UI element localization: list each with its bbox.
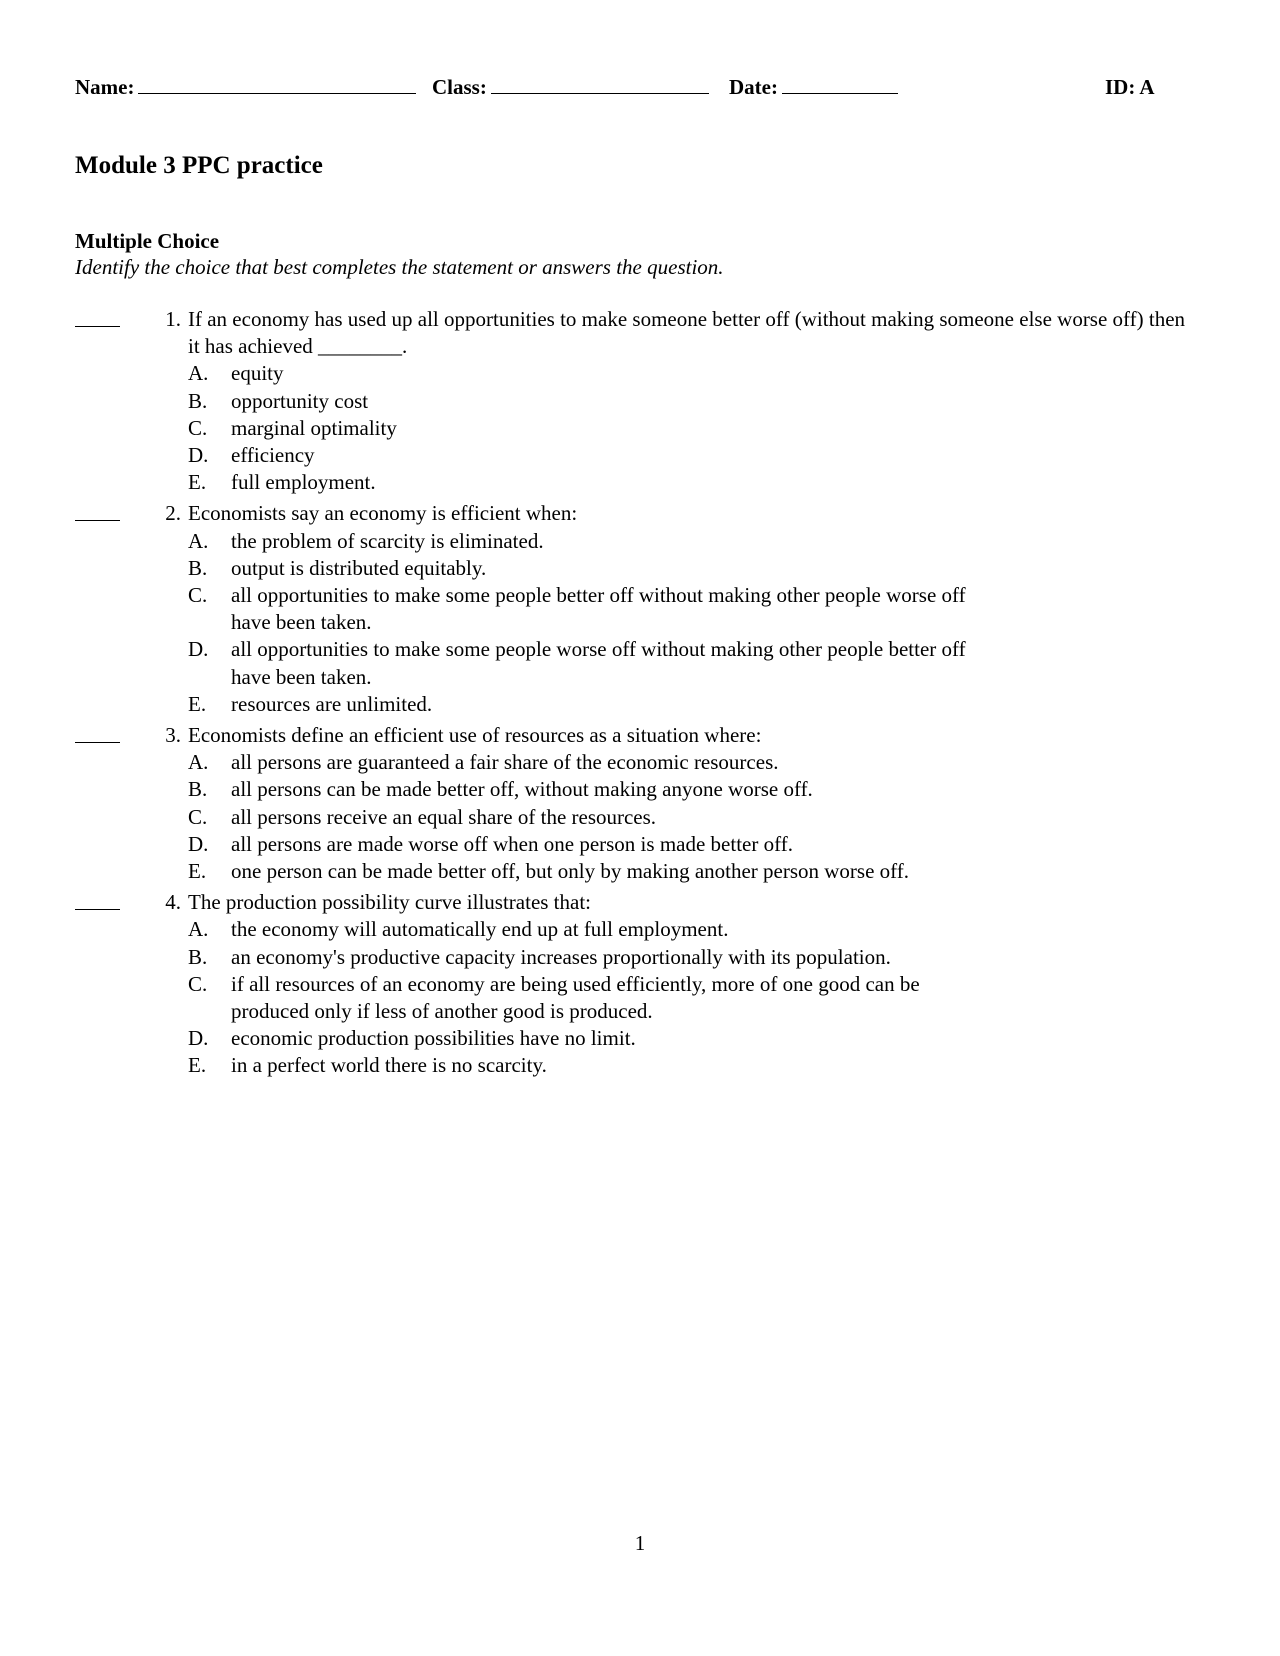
option-letter: D. <box>188 637 209 662</box>
option-c <box>188 804 1200 831</box>
date-blank-line[interactable] <box>782 75 898 94</box>
date-field[interactable] <box>729 74 898 100</box>
option-letter: C. <box>188 804 208 829</box>
option-letter: E. <box>188 691 207 716</box>
question-number: 4. <box>165 890 181 915</box>
option-a <box>188 749 1200 776</box>
question-1 <box>75 306 1200 496</box>
option-text: if all resources of an economy are being used efficiently, more of one good can be produced only if less of another good is produced. <box>231 971 920 1024</box>
option-d <box>188 831 1200 858</box>
option-text: all persons receive an equal share of the resources. <box>231 804 657 829</box>
question-2 <box>75 500 1200 718</box>
option-e <box>188 1052 988 1079</box>
option-text: efficiency <box>231 443 315 468</box>
option-c <box>188 971 988 1025</box>
option-a <box>188 360 1200 387</box>
class-field[interactable] <box>432 74 709 100</box>
page-number: 1 <box>634 1531 646 1555</box>
option-e <box>188 858 1200 885</box>
option-c <box>188 582 1008 636</box>
section-instructions: Identify the choice that best completes the statement or answers the question. <box>75 255 724 279</box>
option-letter: A. <box>188 361 209 386</box>
option-letter: B. <box>188 555 208 580</box>
option-b <box>188 776 1200 803</box>
option-e <box>188 691 1008 718</box>
option-text: all opportunities to make some people better off without making other people worse off have been taken. <box>231 583 966 635</box>
option-text: the economy will automatically end up at full employment. <box>231 917 729 942</box>
option-text: in a perfect world there is no scarcity. <box>231 1053 547 1078</box>
question-text: The production possibility curve illustrates that: <box>188 890 592 915</box>
option-letter: A. <box>188 917 209 942</box>
option-text: marginal optimality <box>231 415 397 440</box>
option-text: equity <box>231 361 284 386</box>
option-text: opportunity cost <box>231 388 369 413</box>
name-blank-line[interactable] <box>138 75 416 94</box>
option-text: output is distributed equitably. <box>231 555 487 580</box>
option-text: all persons can be made better off, without making anyone worse off. <box>231 777 813 802</box>
option-b <box>188 388 1200 415</box>
answer-blank[interactable] <box>75 909 120 910</box>
option-text: resources are unlimited. <box>231 691 433 716</box>
option-a <box>188 528 1008 555</box>
option-text: the problem of scarcity is eliminated. <box>231 528 544 553</box>
question-number: 3. <box>165 723 181 748</box>
option-letter: B. <box>188 944 208 969</box>
option-letter: A. <box>188 528 209 553</box>
section-title: Multiple Choice <box>75 229 220 253</box>
question-text: Economists define an efficient use of resources as a situation where: <box>188 723 762 748</box>
question-3 <box>75 722 1200 885</box>
option-text: full employment. <box>231 470 376 495</box>
name-label: Name: <box>75 75 135 99</box>
option-letter: D. <box>188 831 209 856</box>
answer-blank[interactable] <box>75 520 120 521</box>
option-list <box>188 528 1008 718</box>
option-letter: B. <box>188 777 208 802</box>
option-list <box>188 360 1200 496</box>
question-number: 2. <box>165 501 181 526</box>
id-label: ID: A <box>1105 75 1155 99</box>
option-letter: D. <box>188 1026 209 1051</box>
option-letter: E. <box>188 470 207 495</box>
option-letter: D. <box>188 443 209 468</box>
date-label: Date: <box>729 75 778 99</box>
option-a <box>188 916 988 943</box>
option-text: all persons are guaranteed a fair share of the economic resources. <box>231 750 779 775</box>
option-letter: C. <box>188 971 208 996</box>
option-letter: B. <box>188 388 208 413</box>
question-4 <box>75 889 1200 1079</box>
name-field[interactable] <box>75 74 416 100</box>
answer-blank[interactable] <box>75 326 120 327</box>
option-letter: C. <box>188 415 208 440</box>
option-e <box>188 469 1200 496</box>
question-text: If an economy has used up all opportunities to make someone better off (without making someone else worse off) then it has achieved ________. <box>188 307 1186 359</box>
option-text: economic production possibilities have no limit. <box>231 1026 636 1051</box>
class-blank-line[interactable] <box>491 75 709 94</box>
option-letter: E. <box>188 859 207 884</box>
option-text: one person can be made better off, but only by making another person worse off. <box>231 859 910 884</box>
option-letter: A. <box>188 750 209 775</box>
option-b <box>188 555 1008 582</box>
option-list <box>188 749 1200 885</box>
option-d <box>188 442 1200 469</box>
option-c <box>188 415 1200 442</box>
option-text: all opportunities to make some people worse off without making other people better off have been taken. <box>231 637 966 689</box>
question-number: 1. <box>165 307 181 331</box>
class-label: Class: <box>432 75 487 99</box>
question-text: Economists say an economy is efficient when: <box>188 501 578 526</box>
option-text: an economy's productive capacity increases proportionally with its population. <box>231 944 891 969</box>
page-title: Module 3 PPC practice <box>75 152 323 179</box>
option-text: all persons are made worse off when one person is made better off. <box>231 831 793 856</box>
option-b <box>188 944 988 971</box>
option-letter: C. <box>188 583 208 608</box>
option-list <box>188 916 988 1079</box>
option-d <box>188 1025 988 1052</box>
answer-blank[interactable] <box>75 742 120 743</box>
option-d <box>188 636 1008 690</box>
option-letter: E. <box>188 1053 207 1078</box>
question-list <box>75 306 1200 1084</box>
